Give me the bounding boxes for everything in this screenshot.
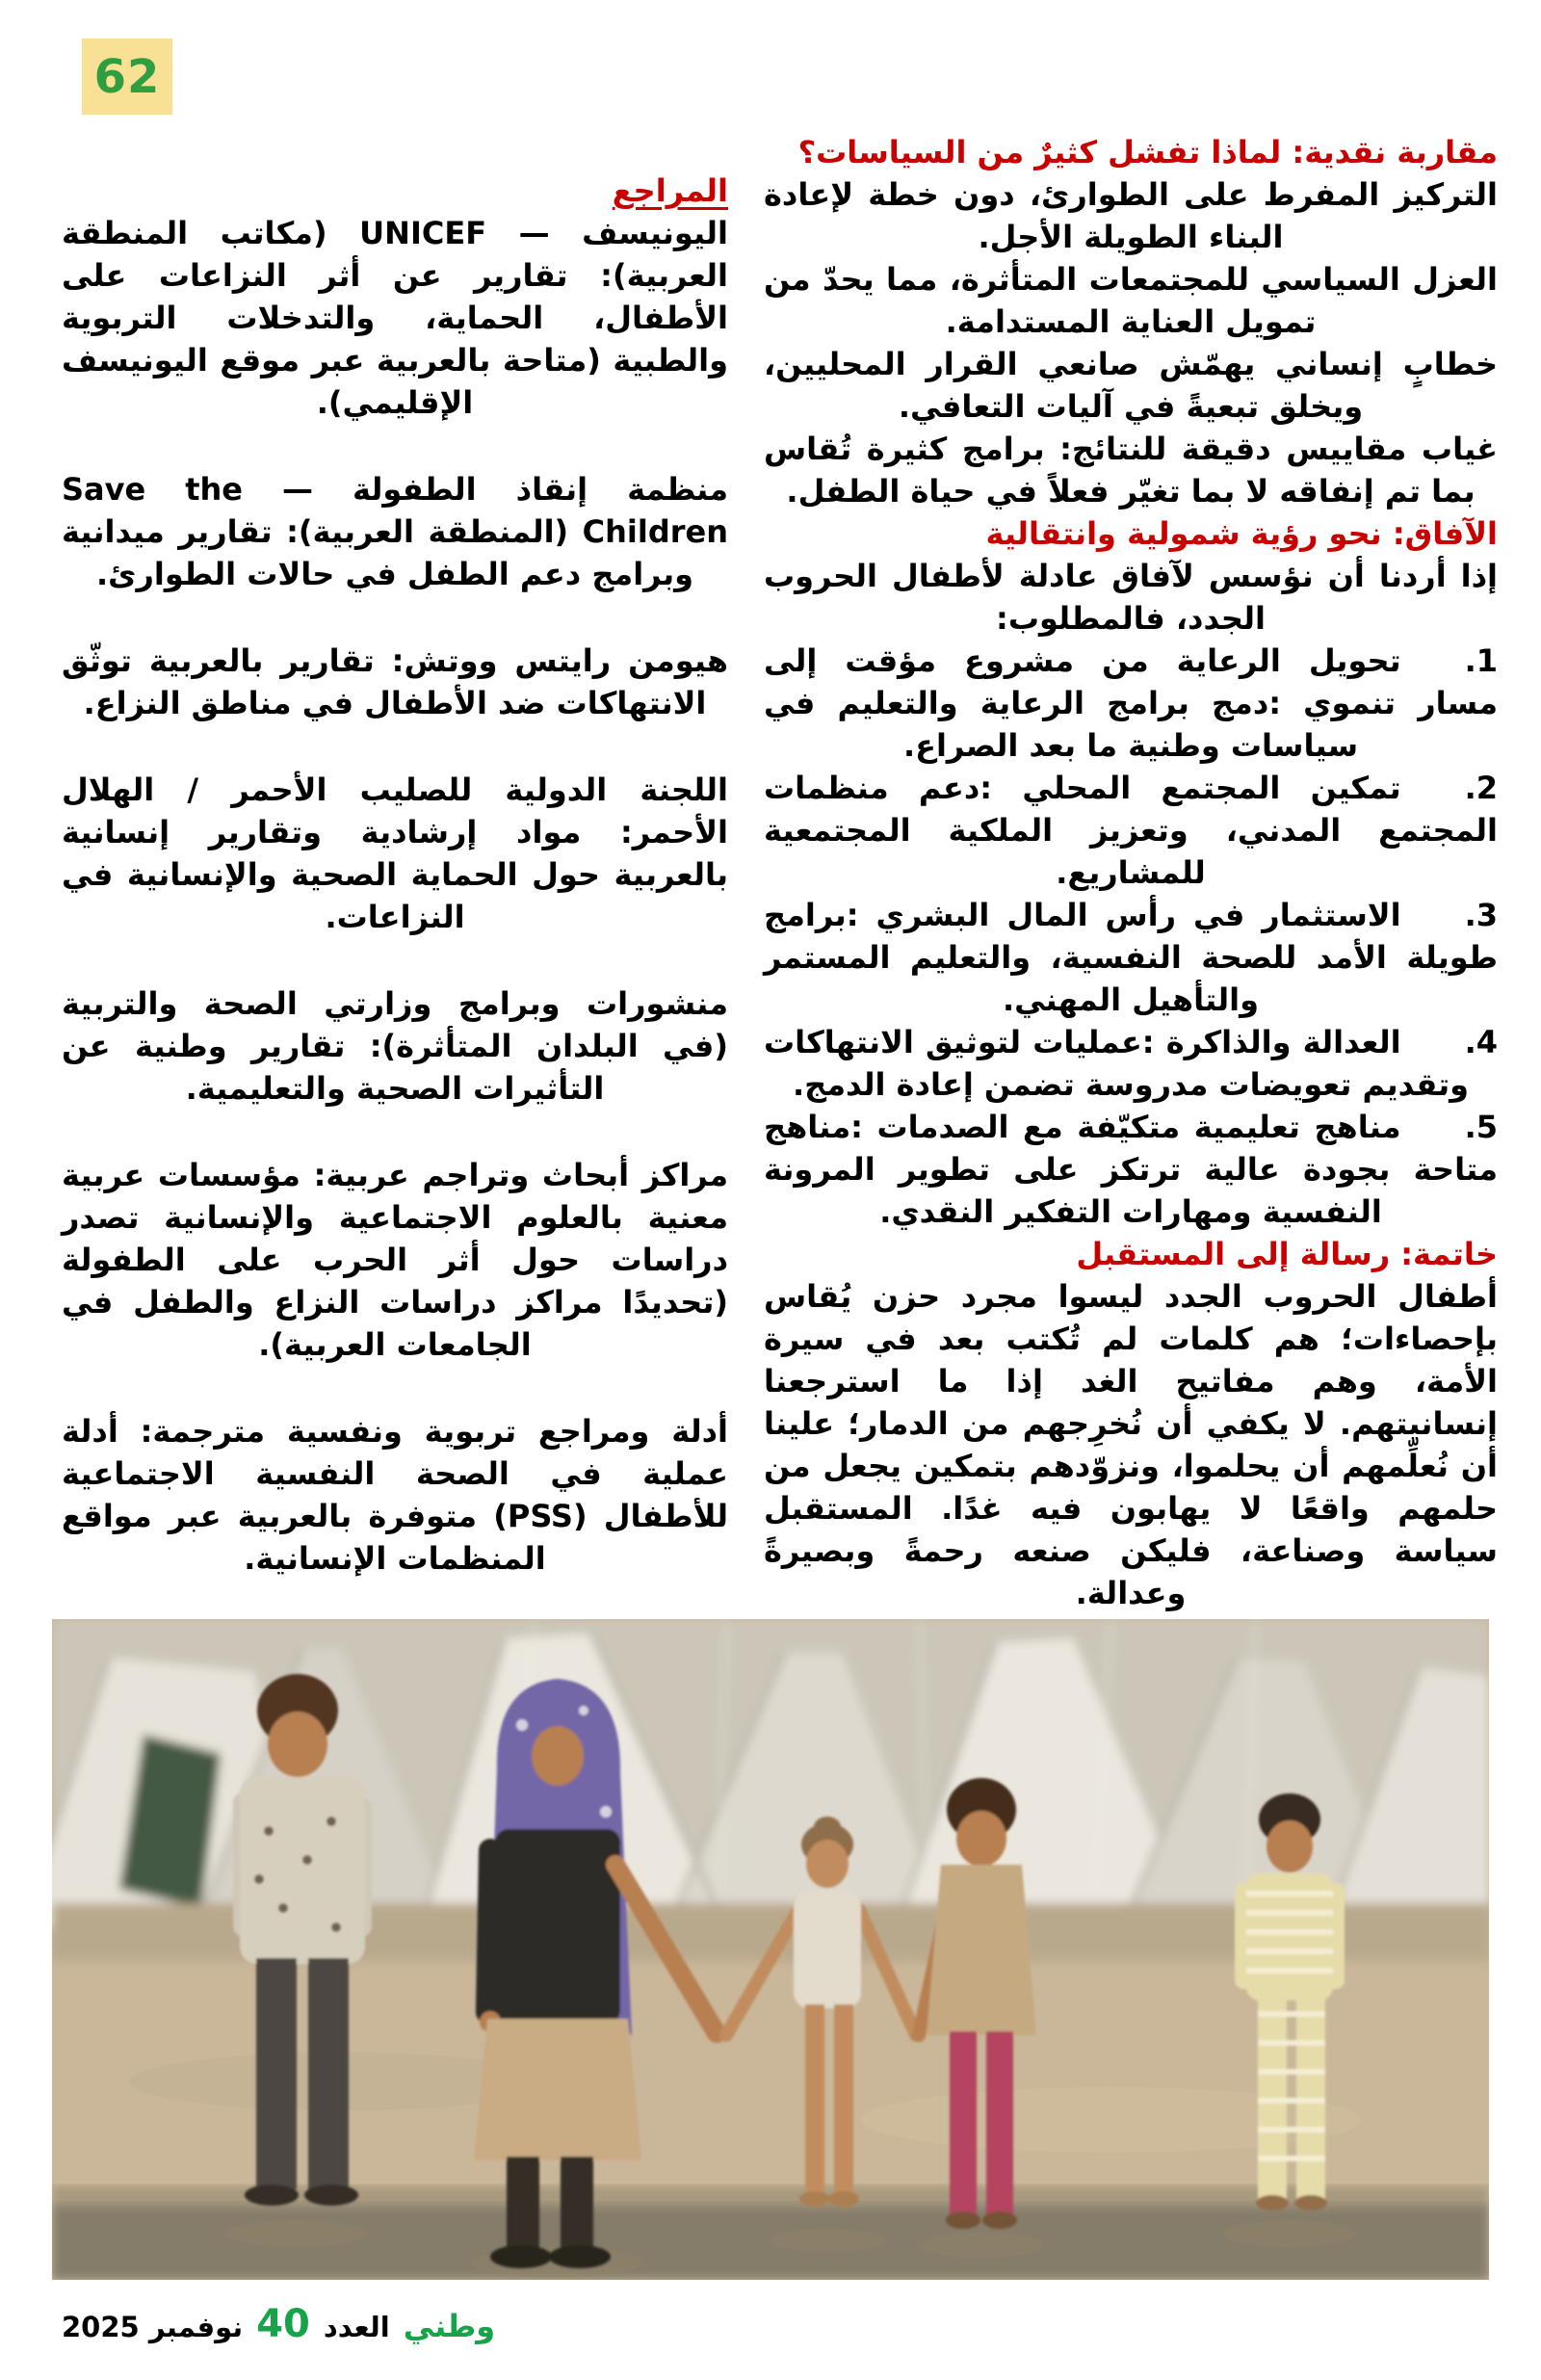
reference-icrc: اللجنة الدولية للصليب الأحمر / الهلال الأحمر: مواد إرشادية وتقارير إنسانية بالعربية حول الحماية الصحية والإنسانية في النزاعات. xyxy=(62,772,728,935)
issue-number: 40 xyxy=(256,2302,310,2346)
numbered-item-3 xyxy=(764,894,1498,1021)
item-text: تحويل الرعاية من مشروع مؤقت إلى مسار تنموي :دمج برامج الرعاية والتعليم في سياسات وطنية ما بعد الصراع. xyxy=(764,642,1498,764)
issue-date: نوفمبر 2025 xyxy=(62,2311,244,2343)
numbered-item-5 xyxy=(764,1106,1498,1233)
item-number: 5. xyxy=(1464,1109,1498,1145)
paragraph-critique-1: التركيز المفرط على الطوارئ، دون خطة لإعادة البناء الطويلة الأجل. xyxy=(764,176,1498,255)
references-column xyxy=(62,170,728,1624)
item-number: 1. xyxy=(1464,642,1498,679)
references-heading: المراجع xyxy=(612,172,728,209)
camp-photo xyxy=(52,1619,1489,2280)
reference-unicef: اليونيسف — UNICEF (مكاتب المنطقة العربية): تقارير عن أثر النزاعات على الأطفال، الحماية، والتدخلات التربوية والطبية (متاحة بالعربية عبر موقع اليونيسف الإقليمي). xyxy=(62,215,729,421)
page-number-badge: 62 xyxy=(82,39,172,115)
item-text: مناهج تعليمية متكيّفة مع الصدمات :مناهج متاحة بجودة عالية ترتكز على تطوير المرونة النفسية ومهارات التفكير النقدي. xyxy=(764,1109,1498,1230)
reference-save-the-children: منظمة إنقاذ الطفولة — Save the Children (المنطقة العربية): تقارير ميدانية وبرامج دعم الطفل في حالات الطوارئ. xyxy=(62,471,729,592)
section-heading-horizons: الآفاق: نحو رؤية شمولية وانتقالية xyxy=(985,515,1498,552)
reference-ministries: منشورات وبرامج وزارتي الصحة والتربية (في البلدان المتأثرة): تقارير وطنية عن التأثيرات الصحية والتعليمية. xyxy=(62,985,728,1107)
page-footer xyxy=(62,2302,495,2346)
issue-label: العدد xyxy=(323,2311,390,2343)
paragraph-critique-3: خطابٍ إنساني يهمّش صانعي القرار المحليين، ويخلق تبعيةً في آليات التعافي. xyxy=(764,346,1498,425)
reference-research-centers: مراكز أبحاث وتراجم عربية: مؤسسات عربية معنية بالعلوم الاجتماعية والإنسانية تصدر دراسات حول أثر الحرب على الطفولة (تحديدًا مراكز دراسات النزاع والطفل في الجامعات العربية). xyxy=(62,1157,728,1363)
reference-hrw: هيومن رايتس ووتش: تقارير بالعربية توثّق الانتهاكات ضد الأطفال في مناطق النزاع. xyxy=(62,642,728,721)
paragraph-horizons-intro: إذا أردنا أن نؤسس لآفاق عادلة لأطفال الحروب الجدد، فالمطلوب: xyxy=(764,558,1498,637)
numbered-item-1 xyxy=(764,640,1498,767)
magazine-name: وطني xyxy=(403,2308,496,2344)
section-heading-critique: مقاربة نقدية: لماذا تفشل كثيرٌ من السياسات؟ xyxy=(797,134,1498,170)
paragraph-critique-4: غياب مقاييس دقيقة للنتائج: برامج كثيرة تُقاس بما تم إنفاقه لا بما تغيّر فعلاً في حياة الطفل. xyxy=(764,431,1498,510)
item-number: 3. xyxy=(1464,897,1498,933)
item-number: 4. xyxy=(1464,1024,1498,1060)
numbered-item-4 xyxy=(764,1021,1498,1106)
item-text: تمكين المجتمع المحلي :دعم منظمات المجتمع المدني، وتعزيز الملكية المجتمعية للمشاريع. xyxy=(764,770,1498,891)
section-heading-conclusion: خاتمة: رسالة إلى المستقبل xyxy=(1076,1236,1498,1272)
paragraph-conclusion: أطفال الحروب الجدد ليسوا مجرد حزن يُقاس بإحصاءات؛ هم كلمات لم تُكتب بعد في سيرة الأمة، وهم مفاتيح الغد إذا ما استرجعنا إنسانيتهم. لا يكفي أن نُخرِجهم من الدمار؛ علينا أن نُعلِّمهم أن يحلموا، ونزوّدهم بتمكين يجعل من حلمهم واقعًا لا يهابون فيه غدًا. المستقبل سياسة وصناعة، فليكن صنعه رحمةً وبصيرةً وعدالة. xyxy=(764,1278,1498,1611)
reference-pss-guides: أدلة ومراجع تربوية ونفسية مترجمة: أدلة عملية في الصحة النفسية الاجتماعية للأطفال (PSS) متوفرة بالعربية عبر مواقع المنظمات الإنسانية. xyxy=(62,1413,728,1577)
item-number: 2. xyxy=(1464,770,1498,806)
numbered-item-2 xyxy=(764,767,1498,894)
article-main-column xyxy=(764,131,1498,1614)
item-text: الاستثمار في رأس المال البشري :برامج طويلة الأمد للصحة النفسية، والتعليم المستمر والتأهيل المهني. xyxy=(764,897,1498,1018)
item-text: العدالة والذاكرة :عمليات لتوثيق الانتهاكات وتقديم تعويضات مدروسة تضمن إعادة الدمج. xyxy=(764,1024,1470,1103)
paragraph-critique-2: العزل السياسي للمجتمعات المتأثرة، مما يحدّ من تمويل العناية المستدامة. xyxy=(764,261,1498,340)
